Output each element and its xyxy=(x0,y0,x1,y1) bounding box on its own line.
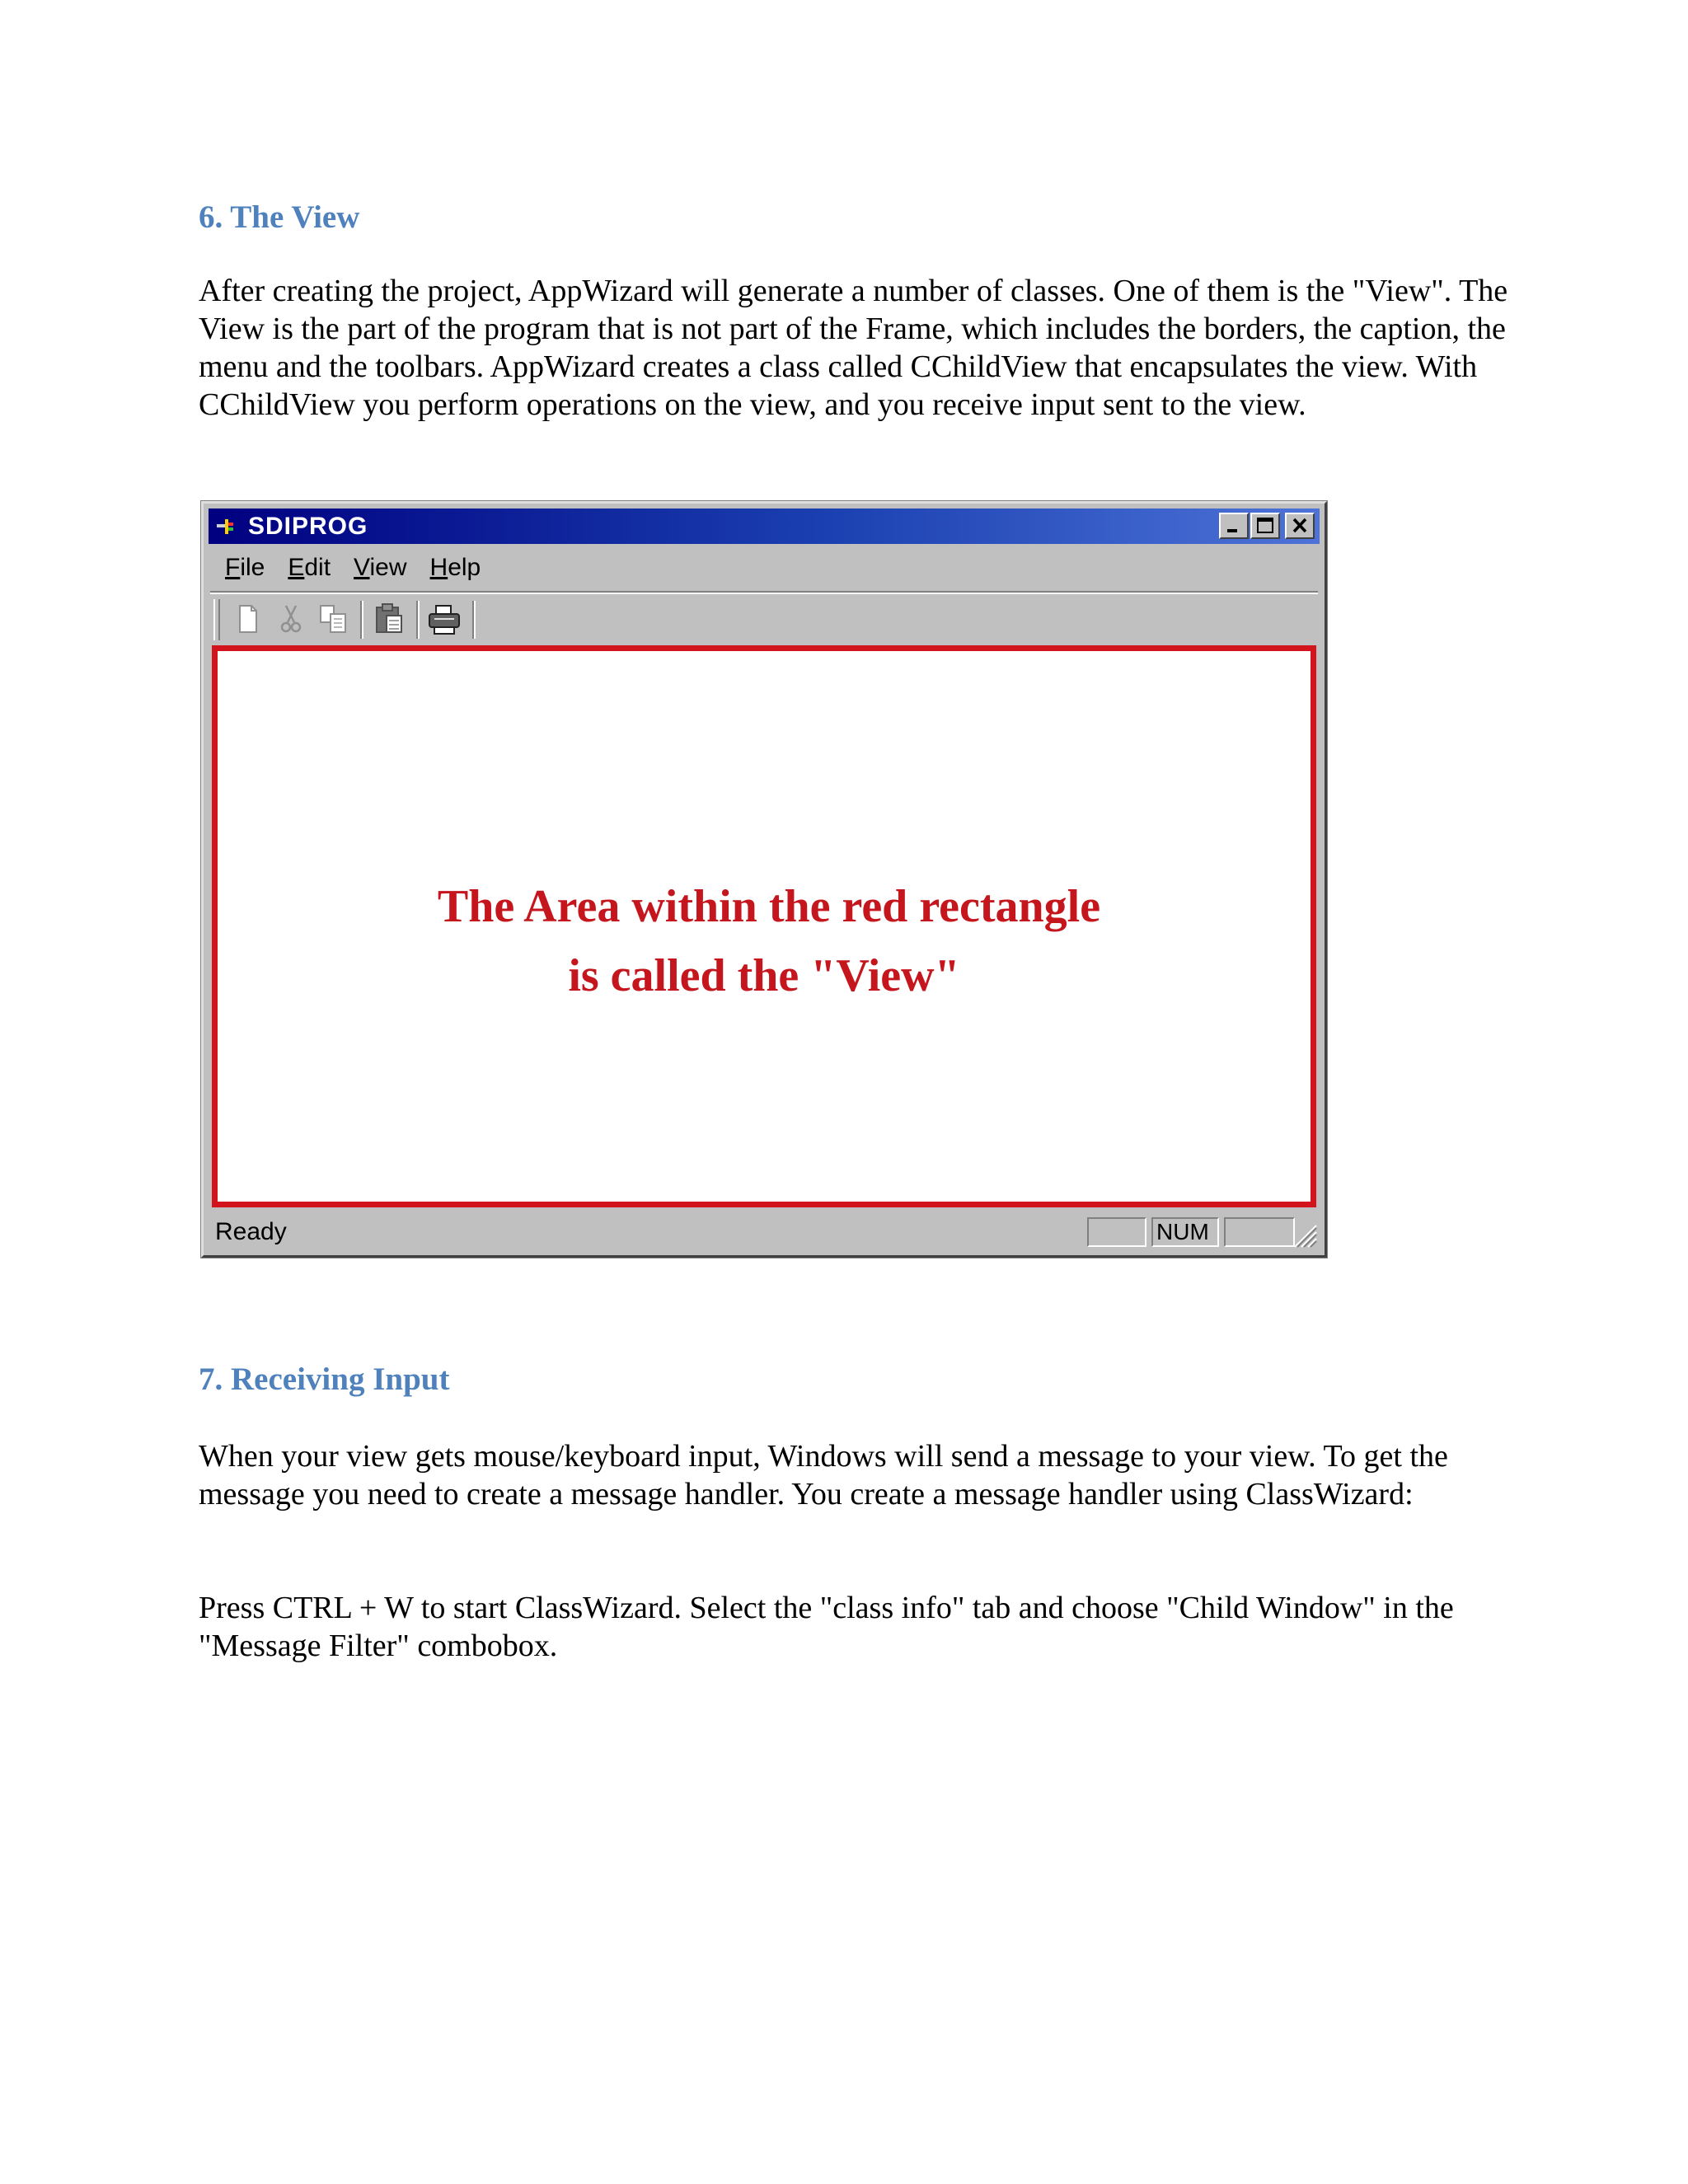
minimize-button[interactable] xyxy=(1219,513,1249,539)
menu-edit-mnemonic: E xyxy=(288,554,305,581)
window-title: SDIPROG xyxy=(248,513,368,540)
window-title-bar xyxy=(209,509,1320,544)
menu-edit[interactable] xyxy=(276,551,342,584)
menu-file-mnemonic: F xyxy=(225,554,241,581)
menu-help[interactable] xyxy=(419,551,493,584)
sdiprog-window-screenshot xyxy=(201,501,1327,1258)
minimize-icon xyxy=(1224,517,1244,535)
maximize-icon xyxy=(1255,517,1275,535)
status-panel-caps xyxy=(1087,1217,1146,1247)
view-caption-line-2: is called the "View" xyxy=(568,950,960,1001)
print-icon[interactable] xyxy=(426,601,462,637)
toolbar-grip[interactable] xyxy=(213,599,220,640)
status-panel-scroll xyxy=(1224,1217,1295,1247)
close-button[interactable] xyxy=(1285,513,1315,539)
new-file-icon[interactable] xyxy=(230,601,266,637)
app-icon xyxy=(215,516,237,537)
view-caption xyxy=(218,872,1311,1010)
status-text: Ready xyxy=(215,1218,287,1245)
close-icon xyxy=(1290,517,1310,535)
view-caption-line-1: The Area within the red rectangle xyxy=(437,881,1101,932)
status-panel-num: NUM xyxy=(1151,1217,1219,1247)
resize-grip-icon[interactable] xyxy=(1290,1221,1318,1249)
menu-view[interactable] xyxy=(342,551,418,584)
section-7-heading: 7. Receiving Input xyxy=(199,1361,450,1397)
section-6-heading: 6. The View xyxy=(199,199,360,235)
menu-view-mnemonic: V xyxy=(354,554,370,581)
copy-icon[interactable] xyxy=(316,601,352,637)
menu-separator xyxy=(210,591,1318,594)
paste-icon[interactable] xyxy=(372,601,408,637)
menu-help-label: elp xyxy=(448,554,481,581)
menu-file[interactable] xyxy=(213,551,276,584)
toolbar-separator xyxy=(416,601,420,639)
menu-view-label: iew xyxy=(369,554,407,581)
menu-file-label: ile xyxy=(240,554,265,581)
menu-help-mnemonic: H xyxy=(429,554,448,581)
section-7-paragraph-2: Press CTRL + W to start ClassWizard. Select the "class info" tab and choose "Child Window" in the "Message Filter" combobox. xyxy=(199,1591,1454,1663)
maximize-button[interactable] xyxy=(1250,513,1280,539)
menu-edit-label: dit xyxy=(304,554,331,581)
cut-icon[interactable] xyxy=(273,601,309,637)
toolbar xyxy=(213,596,494,644)
status-bar xyxy=(209,1214,1320,1250)
caption-buttons xyxy=(1219,513,1315,541)
toolbar-separator xyxy=(472,601,476,639)
menu-bar xyxy=(213,551,492,584)
toolbar-separator xyxy=(360,601,363,639)
section-6-paragraph: After creating the project, AppWizard will generate a number of classes. One of them is the "View". The View is the part of the program that is not part of the Frame, which includes the borders, the caption, the menu and the toolbars. AppWizard creates a class called CChildView that encapsulates the view. With CChildView you perform operations on the view, and you receive input sent to the view. xyxy=(199,274,1508,422)
section-7-paragraph-1: When your view gets mouse/keyboard input, Windows will send a message to your view. To get the message you need to create a message handler. You create a message handler using ClassWizard: xyxy=(199,1439,1448,1511)
child-view-area[interactable] xyxy=(212,645,1316,1207)
